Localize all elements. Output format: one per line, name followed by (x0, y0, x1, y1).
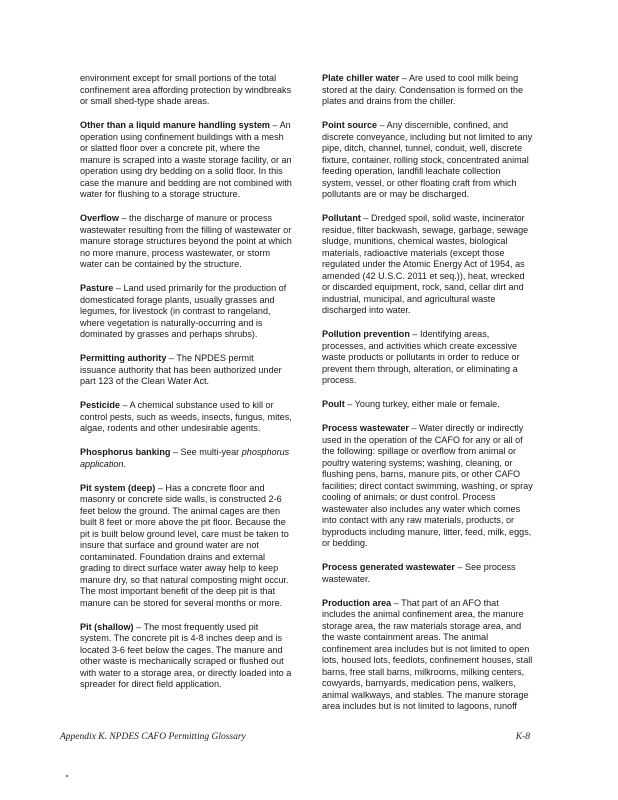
glossary-term: Pesticide (80, 400, 120, 410)
glossary-definition: – Dredged spoil, solid waste, incinerator residue, filter backwash, sewage, garbage, sewage sludge, munitions, chemical wastes, biological materials, radioactive materials (except those regulated under the Atomic Energy Act of 1954, as amended (42 U.S.C. 2011 et seq.)), heat, wrecked or discarded equipment, rock, sand, cellar dirt and industrial, municipal, and agricultural waste discharged into water. (322, 213, 529, 315)
glossary-term: Production area (322, 597, 392, 608)
glossary-term: Overflow (80, 213, 119, 223)
glossary-definition: environment except for small portions of the total confinement area affording protection by windbreaks or small shed-type shade areas. (80, 73, 292, 106)
glossary-definition: – Are used to cool milk being stored at the dairy. Condensation is formed on the plates and drains from the chiller. (322, 73, 524, 106)
glossary-definition: – The most frequently used pit system. The concrete pit is 4-8 inches deep and is located 3-6 feet below the cages. The manure and other waste is mechanically scraped or flushed out with water to a storage area, or directly loaded into a spreader for direct field application. (80, 621, 292, 689)
glossary-entry (322, 562, 534, 585)
glossary-term: Pollution prevention (322, 329, 410, 339)
glossary-definition: – Identifying areas, processes, and activities which create excessive waste products or pollutants in order to reduce or prevent them through, alteration, or eliminating a process. (322, 329, 520, 385)
glossary-term: Pollutant (322, 213, 361, 223)
left-column (80, 73, 292, 703)
glossary-definition: – See multi-year (170, 447, 242, 457)
glossary-term: Pit (shallow) (80, 621, 134, 632)
glossary-definition: – A chemical substance used to kill or control pests, such as weeds, insects, fungus, mites, algae, rodents and other undesirable agents. (80, 400, 292, 433)
glossary-term: Point source (322, 120, 378, 130)
glossary-entry (322, 73, 534, 108)
glossary-definition: – See process wastewater. (322, 562, 516, 584)
glossary-entry (322, 399, 534, 411)
glossary-entry (80, 283, 292, 341)
glossary-entry (80, 483, 292, 610)
glossary-term: Process wastewater (322, 423, 409, 433)
glossary-definition: – Has a concrete floor and masonry or concrete side walls, is constructed 2-6 feet below the ground. The animal cages are then built 8 feet or more above the pit floor. Because the pit is built below ground level, care must be taken to insure that surface and ground water are not contaminated. Foundation drains and external grading to direct surface water away help to keep manure dry, so that natural composting might occur. The most important benefit of the deep pit is that manure can be stored for several months or more. (80, 482, 289, 608)
glossary-definition: – the discharge of manure or process wastewater resulting from the filling of wastewater or manure storage structures beyond the point at which no more manure, process wastewater, or storm water can be contained by the structure. (80, 213, 292, 269)
glossary-cross-reference: phosphorus application. (80, 447, 290, 469)
glossary-entry (322, 598, 534, 713)
glossary-entry (322, 329, 534, 387)
glossary-entry (322, 120, 534, 201)
glossary-term: Other than a liquid manure handling system (80, 120, 270, 130)
glossary-definition: – Young turkey, either male or female. (344, 399, 500, 409)
page-number: K-8 (515, 732, 530, 742)
glossary-entry (80, 120, 292, 201)
glossary-term: Pit system (deep) (80, 482, 156, 493)
glossary-term: Process generated wastewater (322, 562, 455, 572)
footer-title: Appendix K. NPDES CAFO Permitting Glossary (60, 732, 246, 742)
glossary-entry (80, 353, 292, 388)
glossary-definition: – The NPDES permit issuance authority that has been authorized under part 123 of the Clean Water Act. (80, 353, 282, 386)
glossary-term: Poult (322, 399, 345, 409)
glossary-entry (322, 213, 534, 317)
glossary-entry (80, 73, 292, 108)
glossary-definition: – An operation using confinement buildings with a mesh or slatted floor over a concrete pit, where the manure is scraped into a waste storage facility, or an operation using dry bedding on a solid floor. In this case the manure and bedding are not combined with water for flushing to a storage structure. (80, 120, 292, 199)
glossary-entry (80, 400, 292, 435)
right-column (322, 73, 534, 725)
glossary-entry (80, 447, 292, 470)
glossary-entry (322, 423, 534, 550)
glossary-definition: – Any discernible, confined, and discrete conveyance, including but not limited to any pipe, ditch, channel, tunnel, conduit, well, discrete fixture, container, rolling stock, concentrated animal feeding operation, landfill leachate collection system, vessel, or other floating craft from which pollutants are or may be discharged. (322, 120, 533, 199)
glossary-definition: – Land used primarily for the production of domesticated forage plants, usually grasses and legumes, for livestock (in contrast to rangeland, where vegetation is naturally-occurring and is dominated by grasses and perhaps shrubs). (80, 283, 287, 339)
scan-speck (66, 775, 68, 777)
glossary-definition: – Water directly or indirectly used in the operation of the CAFO for any or all of the following: spillage or overflow from animal or poultry watering systems; washing, cleaning, or flushing pens, barns, manure pits, or other CAFO facilities; direct contact swimming, washing, or spray cooling of animals; or dust control. Process wastewater also includes any water which comes into contact with any raw materials, products, or byproducts including manure, litter, feed, milk, eggs, or bedding. (322, 423, 533, 548)
glossary-entry (80, 622, 292, 691)
glossary-term: Phosphorus banking (80, 447, 171, 457)
glossary-entry (80, 213, 292, 271)
glossary-term: Permitting authority (80, 353, 167, 363)
glossary-term: Pasture (80, 283, 114, 293)
glossary-definition: – That part of an AFO that includes the animal confinement area, the manure storage area, the raw materials storage area, and the waste containment areas. The animal confinement area includes but is not limited to open lots, housed lots, feedlots, confinement houses, stall barns, free stall barns, milkrooms, milking centers, cowyards, barnyards, medication pens, walkers, animal walkways, and stables. The manure storage area includes but is not limited to lagoons, runoff (322, 597, 533, 711)
glossary-term: Plate chiller water (322, 73, 400, 83)
